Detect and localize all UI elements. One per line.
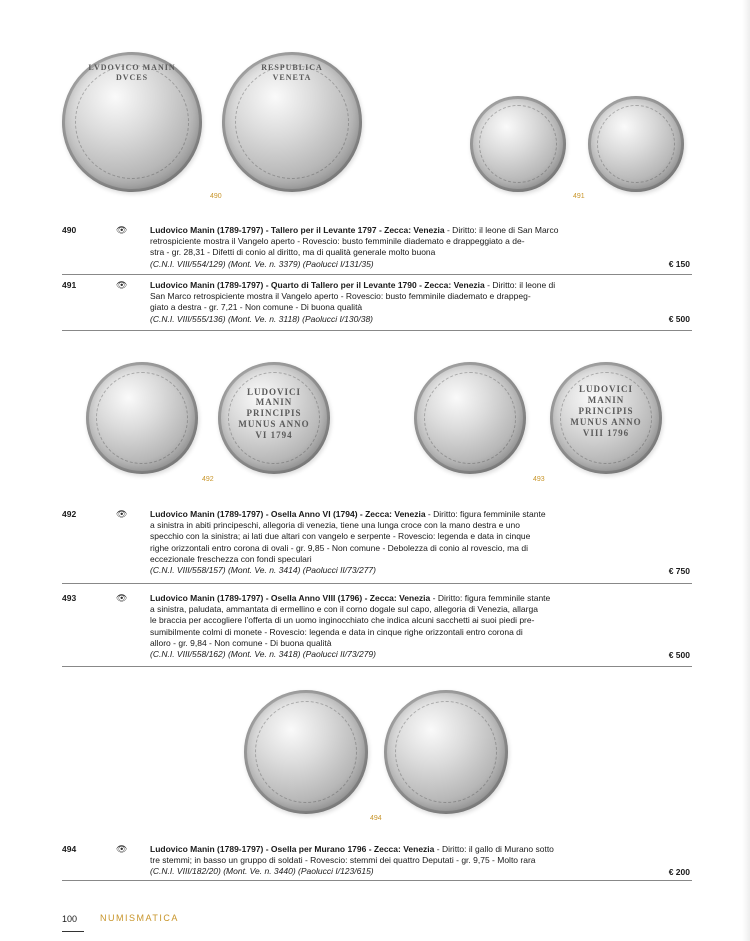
- footer-underline: [62, 931, 84, 932]
- lot-493-references: (C.N.I. VIII/558/162) (Mont. Ve. n. 3418) (Paolucci II/73/279): [150, 649, 376, 660]
- lot-491-text: [150, 280, 610, 325]
- divider: [62, 583, 692, 584]
- lot-490-line-3: stra - gr. 28,31 - Difetti di conio al diritto, ma di qualità generale molto buona: [150, 247, 436, 258]
- lot-493-line-4: sumibilmente colmi di monete - Rovescio: legenda e data in cinque righe orizzontali entro corona di: [150, 626, 523, 637]
- eye-icon[interactable]: 👁: [116, 509, 128, 519]
- divider: [62, 330, 692, 331]
- eye-icon[interactable]: 👁: [116, 280, 128, 290]
- lot-490-line-2: retrospiciente mostra il Vangelo aperto - Rovescio: busto femminile diademato e drappeggiato a de-: [150, 236, 525, 247]
- lot-490-text: [150, 225, 610, 270]
- lot-493-title: Ludovico Manin (1789-1797) - Osella Anno VIII (1796) - Zecca: Venezia: [150, 593, 431, 603]
- coin-493-reverse-legend: LUDOVICI MANIN PRINCIPIS MUNUS ANNO VIII 1796: [570, 384, 642, 438]
- coin-494-reverse: [384, 690, 508, 814]
- lot-493-line-2: a sinistra, paludata, ammantata di ermellino e con il corno dogale sul capo, allegoria di Venezia, allarga: [150, 604, 538, 615]
- lot-491-references: (C.N.I. VIII/555/136) (Mont. Ve. n. 3118) (Paolucci I/130/38): [150, 313, 373, 324]
- lot-490-references: (C.N.I. VIII/554/129) (Mont. Ve. n. 3379) (Paolucci I/131/35): [150, 258, 374, 269]
- coin-490-reverse-legend: RESPUBLICA VENETA: [261, 63, 323, 82]
- lot-492-title: Ludovico Manin (1789-1797) - Osella Anno VI (1794) - Zecca: Venezia: [150, 509, 426, 519]
- coin-490-reverse: [222, 52, 362, 192]
- coin-492-reverse: [218, 362, 330, 474]
- lot-491-line-1: - Diritto: il leone di: [484, 280, 556, 290]
- lot-494-number: 494: [62, 844, 77, 854]
- lot-492-line-3: specchio con la sinistra; ai lati due altari con vangelo e serpente - Rovescio: legenda e data in cinque: [150, 531, 531, 542]
- divider: [62, 666, 692, 667]
- lot-493-line-5: alloro - gr. 9,84 - Non comune - Di buona qualità: [150, 637, 332, 648]
- lot-494-image-number: 494: [370, 815, 382, 822]
- lot-494-line-1: - Diritto: il gallo di Murano sotto: [434, 844, 554, 854]
- lot-493-text: [150, 593, 610, 660]
- coin-494-obverse: [244, 690, 368, 814]
- coin-491-obverse: [470, 96, 566, 192]
- lot-492-price: € 750: [668, 566, 690, 576]
- lot-492-text: [150, 509, 610, 576]
- lot-491-image-number: 491: [573, 193, 585, 200]
- coin-490-obverse: [62, 52, 202, 192]
- coin-493-obverse: [414, 362, 526, 474]
- lot-491-number: 491: [62, 280, 77, 290]
- coin-491-reverse: [588, 96, 684, 192]
- lot-493-line-3: le braccia per accogliere l’offerta di un uomo inginocchiato che indica alcuni sacchetti ai suoi piedi pre-: [150, 615, 535, 626]
- lot-490-price: € 150: [668, 259, 690, 269]
- coin-492-reverse-legend: LUDOVICI MANIN PRINCIPIS MUNUS ANNO VI 1794: [238, 386, 310, 440]
- lot-494-references: (C.N.I. VIII/182/20) (Mont. Ve. n. 3440) (Paolucci I/123/615): [150, 866, 374, 877]
- lot-492-number: 492: [62, 509, 77, 519]
- coin-493-reverse: [550, 362, 662, 474]
- lot-492-line-1: - Diritto: figura femminile stante: [425, 509, 546, 519]
- lot-494-title: Ludovico Manin (1789-1797) - Osella per Murano 1796 - Zecca: Venezia: [150, 844, 435, 854]
- page-edge-shadow: [742, 0, 750, 941]
- lot-490-title: Ludovico Manin (1789-1797) - Tallero per il Levante 1797 - Zecca: Venezia: [150, 225, 445, 235]
- eye-icon[interactable]: 👁: [116, 844, 128, 854]
- lot-492-line-5: eccezionale freschezza con fondi speculari: [150, 553, 312, 564]
- lot-493-number: 493: [62, 593, 77, 603]
- divider: [62, 274, 692, 275]
- lot-490-number: 490: [62, 225, 77, 235]
- eye-icon[interactable]: 👁: [116, 593, 128, 603]
- lot-494-line-2: tre stemmi; in basso un gruppo di soldati - Rovescio: stemmi dei quattro Deputati - gr. 9,75 - Molto rara: [150, 855, 536, 866]
- lot-493-line-1: - Diritto: figura femminile stante: [430, 593, 551, 603]
- lot-493-image-number: 493: [533, 476, 545, 483]
- lot-490-image-number: 490: [210, 193, 222, 200]
- lot-492-line-2: a sinistra in abiti principeschi, allegoria di venezia, tiene una lunga croce con la mano destra e uno: [150, 520, 520, 531]
- lot-492-image-number: 492: [202, 476, 214, 483]
- lot-491-title: Ludovico Manin (1789-1797) - Quarto di Tallero per il Levante 1790 - Zecca: Venezia: [150, 280, 485, 290]
- lot-492-references: (C.N.I. VIII/558/157) (Mont. Ve. n. 3414) (Paolucci II/73/277): [150, 565, 376, 576]
- lot-494-price: € 200: [668, 867, 690, 877]
- lot-491-line-2: San Marco retrospiciente mostra il Vangelo aperto - Rovescio: busto femminile diademato e drappeg-: [150, 291, 531, 302]
- section-title: NUMISMATICA: [100, 913, 179, 923]
- page-number: 100: [62, 914, 78, 924]
- coin-490-obverse-legend: LVDOVICO MANIN DVCES: [88, 63, 176, 82]
- lot-491-line-3: giato a destra - gr. 7,21 - Non comune - Di buona qualità: [150, 302, 363, 313]
- lot-491-price: € 500: [668, 314, 690, 324]
- lot-492-line-4: righe orizzontali entro corona di ovali - gr. 9,85 - Non comune - Debolezza di conio al rovescio, ma di: [150, 542, 528, 553]
- lot-494-text: [150, 844, 610, 878]
- eye-icon[interactable]: 👁: [116, 225, 128, 235]
- divider: [62, 880, 692, 881]
- lot-493-price: € 500: [668, 650, 690, 660]
- lot-490-line-1: - Diritto: il leone di San Marco: [444, 225, 559, 235]
- coin-492-obverse: [86, 362, 198, 474]
